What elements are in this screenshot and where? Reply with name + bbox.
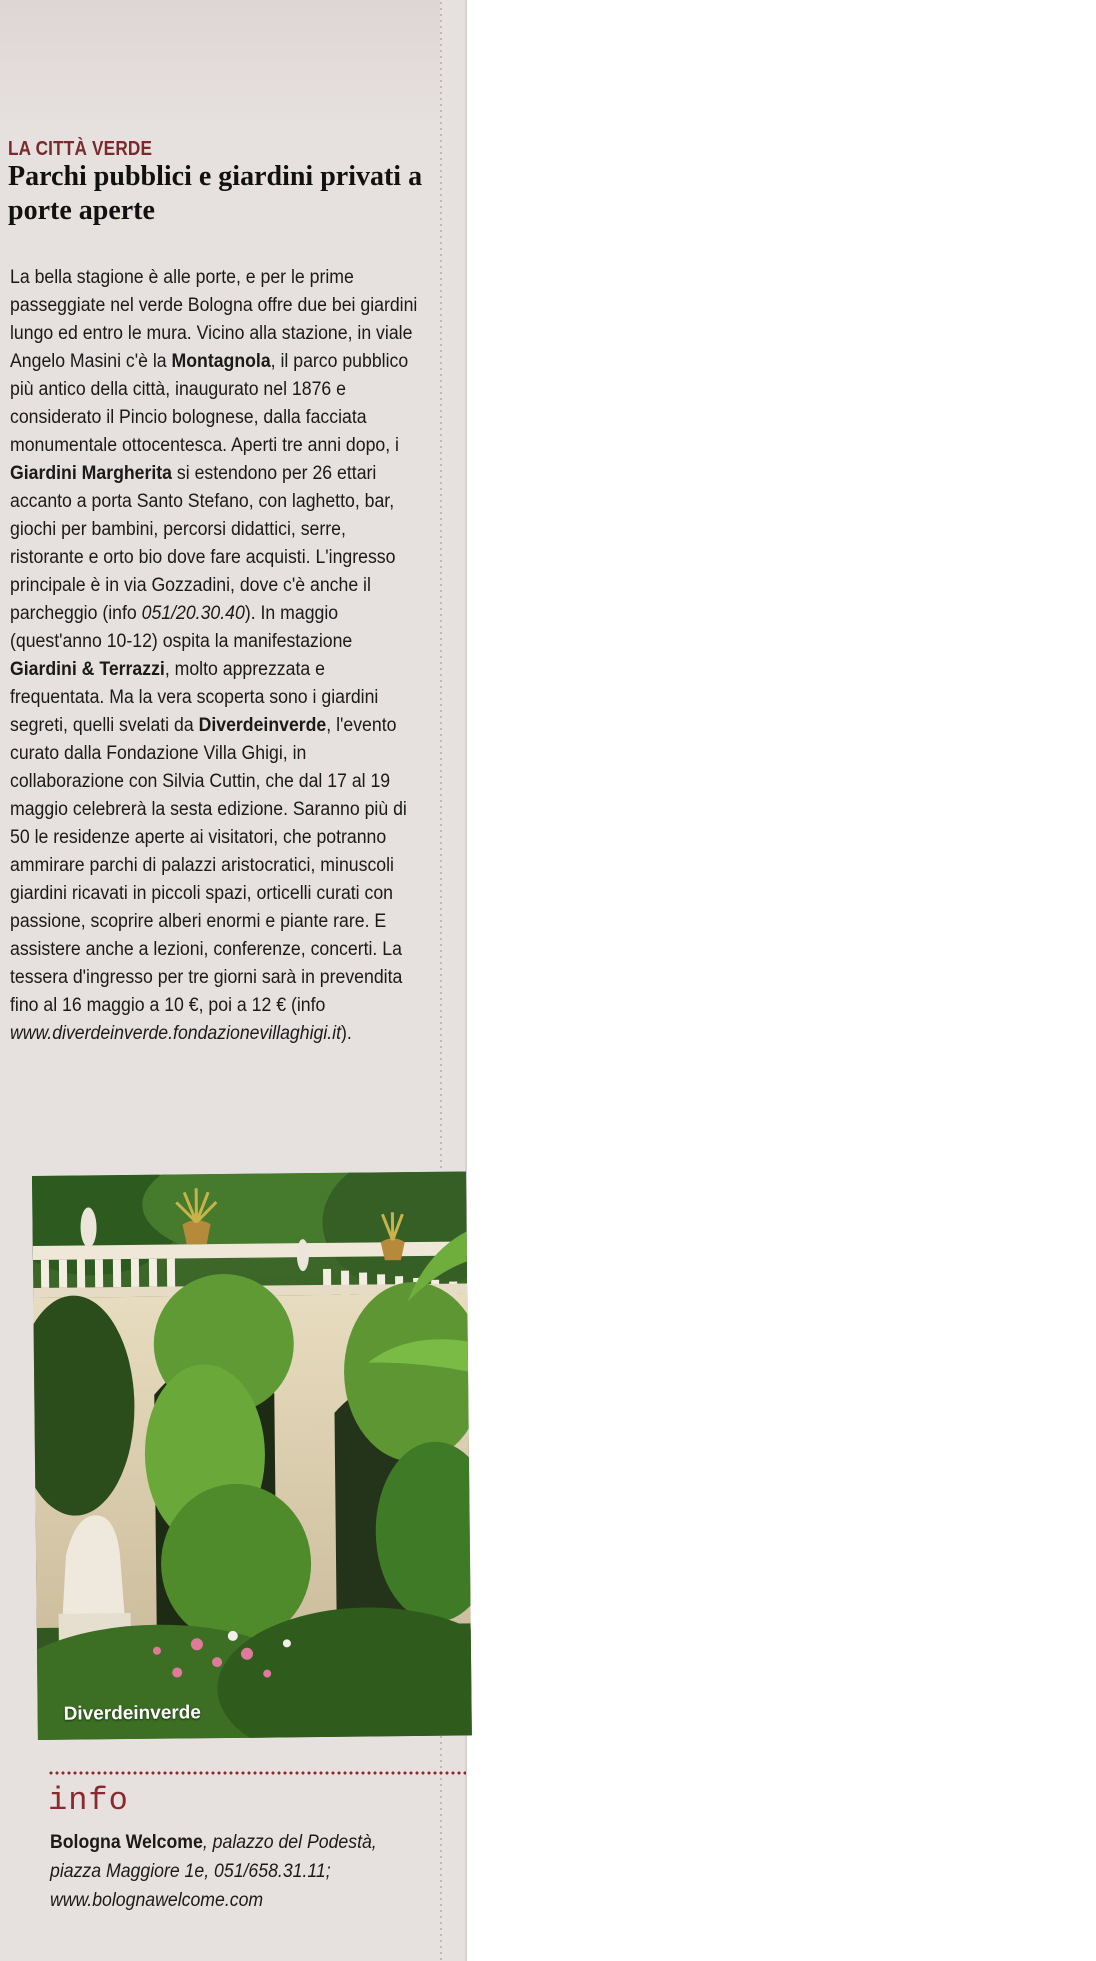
article-headline: Parchi pubblici e giardini privati a porte aperte xyxy=(8,161,423,226)
info-address: , palazzo del Podestà, piazza Maggiore 1e, 051/658.31.11; www.bolognawelcome.com xyxy=(50,1832,377,1911)
body-intro: La bella stagione è alle porte, e per le prime passeggiate nel verde Bologna offre due bei giardini lungo ed entro le mura. Vicino alla stazione, in viale Angelo Masini c'è la xyxy=(10,267,418,372)
website-link[interactable]: www.diverdeinverde.fondazionevillaghigi.it xyxy=(10,1023,342,1044)
highlight-montagnola: Montagnola xyxy=(171,351,271,372)
photo-caption: Diverdeinverde xyxy=(63,1702,202,1725)
highlight-giardini-margherita: Giardini Margherita xyxy=(10,463,173,484)
garden-photo xyxy=(32,1171,472,1740)
magazine-page-strip xyxy=(0,0,467,1961)
body-part-2: , il parco pubblico più antico della città, inaugurato nel 1876 e considerato il Pincio bolognese, dalla facciata monumentale ottocentesca. Aperti tre anni dopo, i xyxy=(10,351,409,456)
garden-illustration xyxy=(32,1171,472,1740)
info-organization: Bologna Welcome xyxy=(50,1832,203,1853)
body-part-5: , molto apprezzata e frequentata. Ma la vera scoperta sono i giardini segreti, quelli svelati da xyxy=(10,659,379,736)
body-part-3: si estendono per 26 ettari accanto a porta Santo Stefano, con laghetto, bar, giochi per bambini, percorsi didattici, serre, ristorante e orto bio dove fare acquisti. L'ingresso principale è in via Gozzadini, dove c'è anche il parcheggio (info xyxy=(10,463,396,624)
article-body xyxy=(10,264,424,1048)
info-heading: info xyxy=(48,1782,129,1819)
info-details xyxy=(50,1828,422,1915)
body-part-6: , l'evento curato dalla Fondazione Villa Ghigi, in collaborazione con Silvia Cuttin, che dal 17 al 19 maggio celebrerà la sesta edizione. Saranno più di 50 le residenze aperte ai visitatori, che potranno ammirare parchi di palazzi aristocratici, minuscoli giardini ricavati in piccoli spazi, orticelli curati con passione, scoprire alberi enormi e piante rare. E assistere anche a lezioni, conferenze, concerti. La tessera d'ingresso per tre giorni sarà in prevendita fino al 16 maggio a 10 €, poi a 12 € (info xyxy=(10,715,407,1016)
info-dotted-rule xyxy=(48,1771,466,1775)
body-closing: ). xyxy=(341,1023,352,1044)
phone-number: 051/20.30.40 xyxy=(141,603,245,624)
body-part-4: ). In maggio (quest'anno 10-12) ospita la manifestazione xyxy=(10,603,353,652)
highlight-giardini-terrazzi: Giardini & Terrazzi xyxy=(10,659,165,680)
section-kicker: LA CITTÀ VERDE xyxy=(8,138,153,160)
top-fade-area xyxy=(0,0,440,130)
highlight-diverdeinverde: Diverdeinverde xyxy=(198,715,327,736)
